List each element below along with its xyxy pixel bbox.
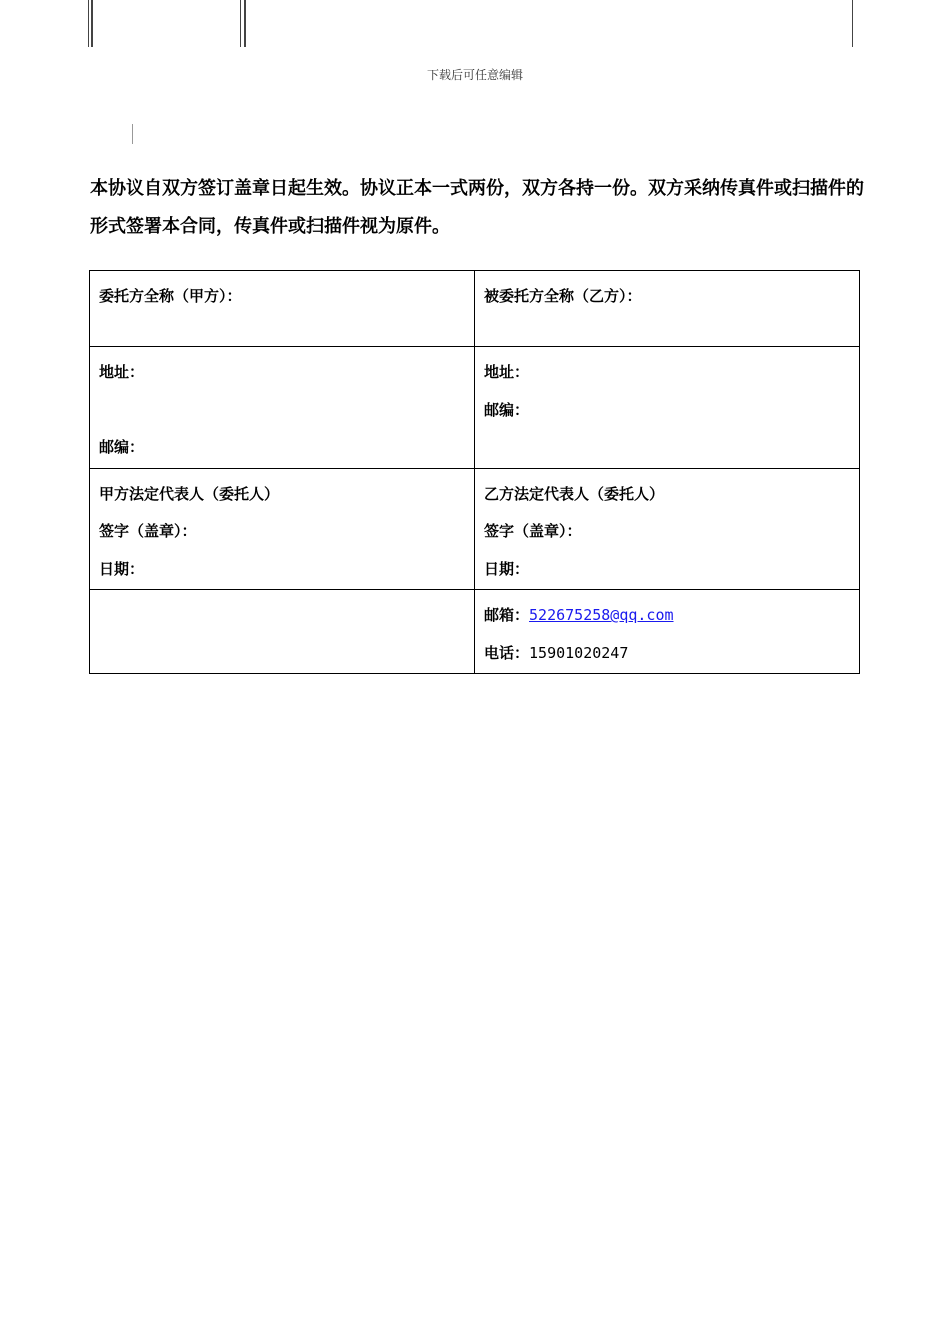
top-rule-mid-outer xyxy=(240,0,241,47)
party-b-name-cell xyxy=(475,271,860,347)
party-a-sign-label: 签字（盖章）： xyxy=(99,522,197,540)
party-a-rep-cell xyxy=(90,468,475,590)
margin-mark xyxy=(132,124,133,144)
header-note: 下载后可任意编辑 xyxy=(426,68,523,82)
phone-label: 电话： xyxy=(484,643,530,662)
party-b-contact-cell xyxy=(475,590,860,674)
top-rule-mid-inner xyxy=(244,0,246,47)
party-b-postcode-label: 邮编： xyxy=(484,400,530,419)
phone-value: 15901020247 xyxy=(529,643,629,662)
table-row xyxy=(90,590,860,674)
party-b-address-label: 地址： xyxy=(484,363,530,381)
empty-contact-cell xyxy=(90,590,475,674)
email-link[interactable]: 522675258@qq.com xyxy=(529,606,674,624)
table-row xyxy=(90,468,860,590)
party-a-date-label: 日期： xyxy=(99,559,145,578)
party-a-rep-label: 甲方法定代表人（委托人） xyxy=(99,484,280,503)
party-a-name-cell xyxy=(90,271,475,347)
email-label: 邮箱： xyxy=(484,606,530,624)
email-line xyxy=(484,598,850,636)
party-b-date-label: 日期： xyxy=(484,559,530,578)
party-b-rep-label: 乙方法定代表人（委托人） xyxy=(484,484,665,503)
party-a-name-label: 委托方全称（甲方）： xyxy=(99,287,242,305)
party-a-postcode-label: 邮编： xyxy=(99,438,145,456)
party-b-address-cell xyxy=(475,347,860,469)
table-row xyxy=(90,271,860,347)
agreement-paragraph: 本协议自双方签订盖章日起生效。协议正本一式两份，双方各持一份。双方采纳传真件或扫描件的形式签署本合同，传真件或扫描件视为原件。 xyxy=(90,178,864,237)
table-row xyxy=(90,347,860,469)
top-rule-right xyxy=(852,0,853,47)
top-rule-left-outer xyxy=(88,0,89,47)
phone-line xyxy=(484,636,850,674)
top-rule-left-inner xyxy=(91,0,93,47)
party-a-address-label: 地址： xyxy=(99,363,145,381)
party-b-name-label: 被委托方全称（乙方）： xyxy=(484,287,642,305)
party-a-address-cell xyxy=(90,347,475,469)
party-b-sign-label: 签字（盖章）： xyxy=(484,522,582,540)
party-b-rep-cell xyxy=(475,468,860,590)
signature-table xyxy=(89,270,860,674)
party-a-blank-line xyxy=(99,393,465,431)
